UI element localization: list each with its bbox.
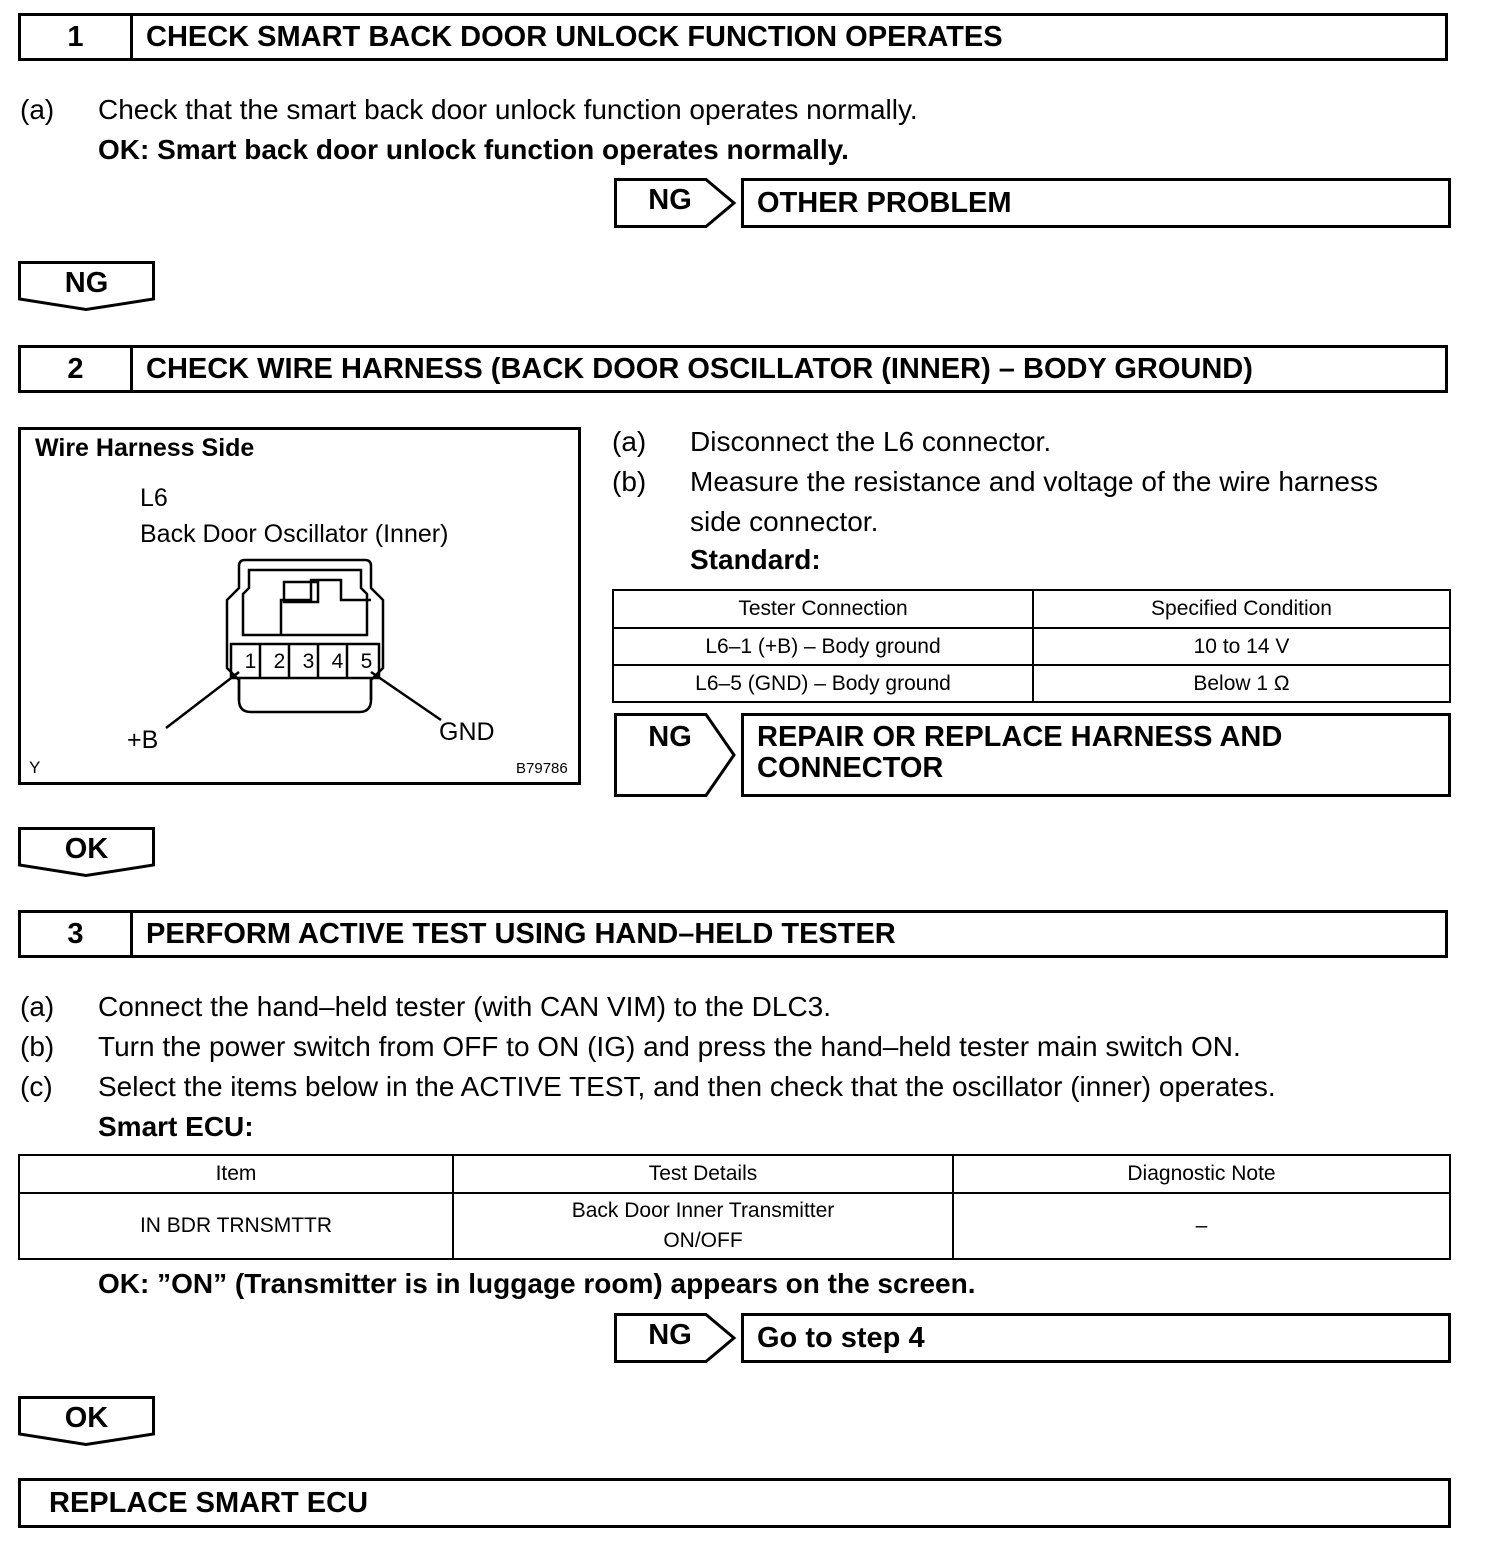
step-1-ok-criteria: OK: Smart back door unlock function operates normally.: [98, 134, 849, 165]
step-number: 3: [21, 913, 133, 955]
step-3-header: [18, 910, 1448, 958]
step-1-header: [18, 13, 1448, 61]
connector-id: L6: [140, 484, 168, 512]
item-text: Select the items below in the ACTIVE TEST, and then check that the oscillator (inner) operates.: [98, 1071, 1276, 1102]
replace-smart-ecu-result: REPLACE SMART ECU: [18, 1478, 1451, 1528]
standard-label: Standard:: [690, 544, 821, 575]
result-line: CONNECTOR: [757, 752, 944, 784]
other-problem-result: OTHER PROBLEM: [741, 178, 1451, 228]
detail-line: ON/OFF: [663, 1229, 743, 1252]
label-gnd: GND: [439, 718, 495, 746]
pin-5: 5: [360, 650, 373, 673]
step-2-header: [18, 345, 1448, 393]
repair-harness-result: [741, 713, 1451, 797]
table-row: [19, 1193, 1450, 1259]
item-text: Turn the power switch from OFF to ON (IG) and press the hand–held tester main switch ON.: [98, 1031, 1241, 1062]
pin-2: 2: [273, 650, 286, 673]
table-cell: L6–5 (GND) – Body ground: [613, 665, 1033, 702]
item-text: Measure the resistance and voltage of the wire harness: [690, 466, 1378, 497]
step-3-ok-criteria: OK: ”ON” (Transmitter is in luggage room) appears on the screen.: [98, 1268, 976, 1299]
item-label: (a): [20, 991, 55, 1022]
connector-name: Back Door Oscillator (Inner): [140, 520, 449, 548]
step-title: CHECK SMART BACK DOOR UNLOCK FUNCTION OPERATES: [146, 20, 1003, 53]
item-label: (a): [20, 94, 55, 125]
pin-1: 1: [244, 650, 257, 673]
step-title: CHECK WIRE HARNESS (BACK DOOR OSCILLATOR (INNER) – BODY GROUND): [146, 352, 1253, 385]
item-label: (c): [20, 1071, 53, 1102]
ng-tag: NG: [648, 184, 692, 216]
ng-tag: NG: [648, 1319, 692, 1351]
step-2-item-b-cont: side connector.: [690, 506, 879, 537]
figure-code: B79786: [516, 760, 568, 777]
col-header: Diagnostic Note: [953, 1155, 1450, 1193]
col-header: Tester Connection: [613, 590, 1033, 628]
result-line: REPAIR OR REPLACE HARNESS AND: [757, 721, 1283, 753]
item-label: (a): [612, 426, 647, 457]
table-cell: Below 1 Ω: [1033, 665, 1450, 702]
table-cell: –: [953, 1193, 1450, 1259]
step-title: PERFORM ACTIVE TEST USING HAND–HELD TESTER: [146, 917, 896, 950]
item-text: Disconnect the L6 connector.: [690, 426, 1052, 457]
step-number: 1: [21, 16, 133, 58]
col-header: Specified Condition: [1033, 590, 1450, 628]
active-test-table: [18, 1154, 1451, 1260]
standard-table: [612, 589, 1451, 703]
table-cell: [453, 1193, 953, 1259]
flow-tag-ng: NG: [64, 267, 109, 299]
corner-code: Y: [29, 758, 41, 777]
pin-4: 4: [331, 650, 344, 673]
item-label: (b): [20, 1031, 55, 1062]
item-text: Connect the hand–held tester (with CAN VIM) to the DLC3.: [98, 991, 832, 1022]
pin-3: 3: [302, 650, 315, 673]
detail-line: Back Door Inner Transmitter: [571, 1199, 835, 1222]
ng-tag: NG: [648, 721, 692, 753]
col-header: Item: [19, 1155, 453, 1193]
table-cell: 10 to 14 V: [1033, 628, 1450, 665]
wire-harness-diagram: [18, 427, 581, 785]
flow-tag-ok: OK: [64, 833, 109, 865]
step-number: 2: [21, 348, 133, 390]
table-row: [613, 628, 1450, 665]
label-plus-b: +B: [127, 726, 159, 754]
table-title: Smart ECU:: [98, 1111, 254, 1142]
col-header: Test Details: [453, 1155, 953, 1193]
go-to-step-4-result: Go to step 4: [741, 1313, 1451, 1363]
table-cell: L6–1 (+B) – Body ground: [613, 628, 1033, 665]
item-text: Check that the smart back door unlock function operates normally.: [98, 94, 918, 125]
item-label: (b): [612, 466, 647, 497]
table-row: [613, 665, 1450, 702]
diagram-heading: Wire Harness Side: [35, 434, 255, 462]
table-cell: IN BDR TRNSMTTR: [19, 1193, 453, 1259]
flow-tag-ok: OK: [64, 1402, 109, 1434]
